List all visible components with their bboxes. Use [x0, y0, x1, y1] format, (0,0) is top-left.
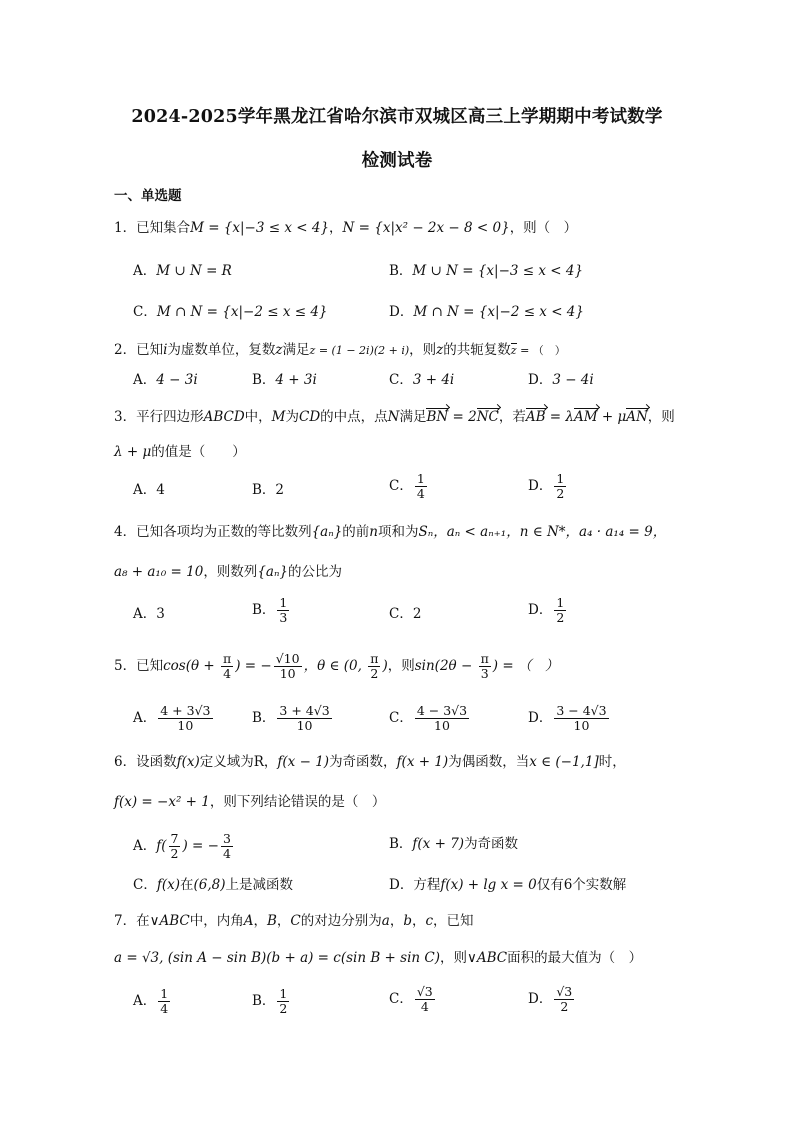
question-text: 的值是（ ） [151, 444, 246, 460]
q6-option-d[interactable] [389, 875, 626, 895]
angle-a: A [243, 913, 254, 929]
fraction [554, 704, 608, 733]
option-label: A． [133, 993, 157, 1009]
denominator: 4 [222, 846, 231, 861]
option-label: B． [389, 836, 413, 852]
q4-option-b[interactable] [252, 596, 291, 625]
equation: f(x) + lg x = 0 [440, 877, 537, 893]
question-text: ，则 [409, 342, 437, 358]
option-label: A． [133, 263, 157, 279]
option-label: A． [133, 372, 157, 388]
option-text: 在 [180, 877, 194, 893]
numerator: 3 − 4√3 [556, 703, 607, 718]
option-label: C． [389, 991, 413, 1007]
fraction [277, 704, 331, 733]
q2-option-b[interactable] [252, 370, 317, 390]
fraction [158, 704, 212, 733]
fraction [554, 596, 566, 625]
q5-option-b[interactable] [252, 704, 334, 733]
question-text: 为偶函数，当 [448, 754, 530, 770]
vector-an: AN [626, 409, 648, 425]
function-expression: f(x) [156, 877, 180, 893]
q3-option-c[interactable] [389, 472, 429, 501]
sequence: {aₙ} [257, 564, 289, 580]
variable-z: z [436, 342, 444, 358]
separator: ， [389, 913, 404, 929]
q6-option-c[interactable] [133, 875, 293, 895]
option-label: C． [389, 710, 413, 726]
sequence: {aₙ} [311, 524, 343, 540]
option-label: B． [252, 372, 276, 388]
denominator: 2 [370, 666, 379, 681]
exam-title-line1: 2024-2025学年黑龙江省哈尔滨市双城区高三上学期期中考试数学 [131, 107, 663, 127]
set-m-expression: M = {x|−3 ≤ x < 4} [190, 220, 330, 236]
question-number: 3． [114, 409, 137, 425]
question-text: 为奇函数， [329, 754, 397, 770]
real-set: R [253, 754, 264, 770]
triangle-name: ABC [476, 950, 508, 966]
imaginary-unit: i [163, 342, 168, 358]
question-3-line2 [114, 442, 246, 462]
function-expression: ) = − [182, 838, 219, 854]
question-text: 时， [598, 754, 626, 770]
cos-expression: cos(θ + [163, 658, 219, 674]
option-expression: 4 − 3i [156, 372, 198, 388]
option-label: D． [528, 710, 553, 726]
q6-option-b[interactable] [389, 834, 518, 854]
numerator: 1 [556, 595, 565, 610]
numerator: 1 [556, 471, 565, 486]
equation-part: = λ [545, 409, 574, 425]
theta-range: ) [382, 658, 388, 674]
q2-option-d[interactable] [528, 370, 594, 390]
function-definition: f(x) = −x² + 1 [114, 794, 210, 810]
point-m: M [271, 409, 286, 425]
fraction [415, 985, 435, 1014]
option-label: A． [133, 606, 157, 622]
question-text: ， [263, 754, 278, 770]
equation: a = √3, (sin A − sin B)(b + a) = c(sin B + sin C) [114, 950, 440, 966]
numerator: π [480, 651, 489, 666]
fraction [221, 832, 233, 861]
q1-option-d[interactable] [389, 302, 584, 322]
question-number: 2． [114, 342, 137, 358]
side-a: a [381, 913, 390, 929]
separator: ， [276, 913, 291, 929]
question-5 [114, 652, 558, 681]
q5-option-d[interactable] [528, 704, 611, 733]
question-4 [114, 522, 666, 542]
fraction [479, 652, 491, 681]
denominator: 10 [434, 718, 450, 733]
denominator: 2 [560, 999, 569, 1014]
denominator: 4 [420, 999, 429, 1014]
equation-part: = 2 [448, 409, 477, 425]
set-n-expression: N = {x|x² − 2x − 8 < 0} [342, 220, 510, 236]
question-number: 4． [114, 524, 137, 540]
question-6 [114, 752, 626, 772]
q7-option-b[interactable] [252, 987, 291, 1016]
numerator: 4 − 3√3 [416, 703, 468, 718]
question-text: 的前 [342, 524, 370, 540]
function-expression: f(x + 1) [396, 754, 449, 770]
function-expression: f(x) [176, 754, 200, 770]
question-2 [114, 340, 566, 361]
denominator: 4 [416, 486, 425, 501]
option-expression: 4 + 3i [275, 372, 317, 388]
fraction [554, 985, 574, 1014]
expression: a₈ + a₁₀ = 10 [114, 564, 204, 580]
conjugate-z: z [510, 344, 517, 357]
triangle-name: ABC [159, 913, 190, 929]
option-expression: M ∪ N = {x|−3 ≤ x < 4} [412, 263, 584, 279]
segment-cd: CD [299, 409, 321, 425]
fraction [368, 652, 380, 681]
q1-option-a[interactable] [133, 261, 232, 281]
option-expression: 3 [156, 606, 165, 622]
question-text: 已知 [136, 658, 164, 674]
option-expression: 4 [156, 482, 165, 498]
denominator: 2 [556, 610, 565, 625]
question-text: ，则（ ） [509, 220, 578, 236]
q1-option-b[interactable] [389, 261, 583, 281]
q3-option-a[interactable] [133, 480, 165, 500]
denominator: 2 [556, 486, 565, 501]
option-label: C． [389, 478, 413, 494]
q6-option-a[interactable] [133, 832, 235, 861]
q5-option-c[interactable] [389, 704, 471, 733]
option-label: A． [133, 838, 157, 854]
numerator: 4 + 3√3 [160, 703, 211, 718]
q7-option-c[interactable] [389, 985, 437, 1014]
question-text: 设函数 [136, 754, 177, 770]
function-expression: f(x + 7) [412, 836, 465, 852]
option-label: A． [133, 482, 157, 498]
question-1 [114, 218, 577, 238]
partial-sum: Sₙ [418, 524, 434, 540]
question-text: ，则 [387, 658, 415, 674]
fraction [221, 652, 233, 681]
question-7 [114, 911, 474, 931]
option-label: D． [389, 304, 414, 320]
question-text: 已知集合 [136, 220, 191, 236]
q3-option-d[interactable] [528, 472, 568, 501]
option-text: 方程 [413, 877, 441, 893]
fraction [274, 652, 302, 681]
option-label: A． [133, 710, 157, 726]
sin-expression: ) = （ ） [492, 658, 559, 674]
fraction [415, 472, 427, 501]
question-text: 中，内角 [189, 913, 244, 929]
question-text: ，则∨ [440, 950, 477, 966]
fraction [554, 472, 566, 501]
separator: ， [329, 220, 343, 236]
question-text: ，则 [647, 409, 675, 425]
option-label: B． [389, 263, 413, 279]
exam-title-line2: 检测试卷 [361, 151, 433, 171]
sin-expression: sin(2θ − [414, 658, 477, 674]
section-heading-single-choice: 一、单选题 [114, 188, 182, 204]
expression: λ + μ [114, 444, 152, 460]
question-text: 为虚数单位，复数 [167, 342, 276, 358]
option-label: C． [133, 877, 157, 893]
q7-option-d[interactable] [528, 985, 576, 1014]
question-text: = （ ） [516, 344, 566, 357]
fraction [277, 987, 289, 1016]
denominator: 4 [160, 1001, 169, 1016]
fraction [169, 832, 181, 861]
numerator: 1 [416, 471, 425, 486]
q3-option-b[interactable] [252, 480, 284, 500]
vector-ab: AB [525, 409, 546, 425]
option-expression: 2 [412, 606, 422, 622]
question-text: 为 [285, 409, 299, 425]
numerator: 7 [170, 831, 179, 846]
option-expression: 3 + 4i [412, 372, 455, 388]
question-3 [114, 407, 675, 427]
option-expression: 3 − 4i [552, 372, 594, 388]
denominator: 10 [573, 718, 590, 733]
q1-option-c[interactable] [133, 302, 328, 322]
question-text: ，则下列结论错误的是（ ） [209, 794, 386, 810]
variable-n: n [369, 524, 378, 540]
question-text: 定义域为 [199, 754, 254, 770]
question-text: 满足 [282, 342, 310, 358]
denominator: 4 [223, 666, 232, 681]
question-number: 6． [114, 754, 137, 770]
angle-c: C [290, 913, 301, 929]
point-n: N [387, 409, 400, 425]
option-label: C． [133, 304, 157, 320]
separator: ， [411, 913, 426, 929]
question-text: 的共轭复数 [443, 342, 511, 358]
numerator: √10 [275, 651, 300, 666]
q5-option-a[interactable] [133, 704, 215, 733]
denominator: 2 [279, 1001, 288, 1016]
question-text: 已知 [136, 342, 164, 358]
fraction [277, 596, 289, 625]
question-number: 1． [114, 220, 137, 236]
question-text: 已知各项均为正数的等比数列 [136, 524, 312, 540]
interval: x ∈ (−1,1] [529, 754, 599, 770]
denominator: 3 [480, 666, 489, 681]
option-expression: M ∪ N = R [156, 263, 232, 279]
q7-option-a[interactable] [133, 987, 172, 1016]
q2-option-a[interactable] [133, 370, 198, 390]
side-b: b [403, 913, 412, 929]
question-text: 的公比为 [288, 564, 343, 580]
fraction [158, 987, 170, 1016]
question-text: 在∨ [136, 913, 160, 929]
numerator: √3 [556, 984, 573, 999]
numerator: 3 + 4√3 [279, 703, 330, 718]
numerator: 1 [279, 986, 288, 1001]
option-label: D． [528, 602, 553, 618]
question-4-line2 [114, 562, 342, 582]
option-label: C． [389, 606, 413, 622]
vector-bn: BN [426, 409, 449, 425]
parallelogram-name: ABCD [203, 409, 245, 425]
separator: ， [253, 913, 267, 929]
option-label: B． [252, 482, 276, 498]
question-6-line2 [114, 792, 385, 812]
option-label: B． [252, 602, 276, 618]
q2-option-c[interactable] [389, 370, 454, 390]
denominator: 3 [279, 610, 288, 625]
side-c: c [425, 913, 434, 929]
theta-range: ，θ ∈ (0, [303, 658, 367, 674]
question-text: 的对边分别为 [300, 913, 382, 929]
numerator: √3 [416, 984, 433, 999]
equation-part: + μ [597, 409, 627, 425]
question-text: ，则数列 [203, 564, 258, 580]
numerator: 1 [160, 986, 169, 1001]
option-label: B． [252, 993, 276, 1009]
angle-b: B [266, 913, 277, 929]
numerator: 3 [222, 831, 231, 846]
question-text: ，已知 [433, 913, 474, 929]
numerator: π [370, 651, 379, 666]
question-text: 项和为 [378, 524, 419, 540]
numerator: 1 [279, 595, 288, 610]
function-expression: f( [156, 838, 167, 854]
question-text: 平行四边形 [136, 409, 204, 425]
fraction [415, 704, 469, 733]
option-expression: M ∩ N = {x|−2 ≤ x ≤ 4} [156, 304, 328, 320]
variable-z: z [275, 342, 283, 358]
vector-nc: NC [476, 409, 499, 425]
cos-expression: ) = − [235, 658, 272, 674]
question-text: ，若 [498, 409, 526, 425]
question-text: 面积的最大值为（ ） [507, 950, 643, 966]
function-expression: f(x − 1) [277, 754, 330, 770]
question-number: 7． [114, 913, 137, 929]
denominator: 10 [279, 666, 296, 681]
option-expression: 2 [275, 482, 285, 498]
option-label: B． [252, 710, 276, 726]
q4-option-c[interactable] [389, 604, 421, 624]
q4-option-a[interactable] [133, 604, 165, 624]
question-number: 5． [114, 658, 137, 674]
denominator: 10 [296, 718, 313, 733]
denominator: 2 [170, 846, 179, 861]
option-text: 为奇函数 [464, 836, 519, 852]
question-7-line2 [114, 948, 642, 968]
question-text: 满足 [399, 409, 427, 425]
option-text: 上是减函数 [225, 877, 294, 893]
option-expression: M ∩ N = {x|−2 ≤ x < 4} [413, 304, 584, 320]
denominator: 10 [177, 718, 194, 733]
question-text: 中， [244, 409, 272, 425]
equation: z = (1 − 2i)(2 + i) [309, 344, 410, 357]
option-label: D． [528, 991, 553, 1007]
vector-am: AM [573, 409, 598, 425]
conditions: ，aₙ < aₙ₊₁，n ∈ N*，a₄ · a₁₄ = 9， [433, 524, 667, 540]
numerator: π [223, 651, 232, 666]
interval: (6,8) [193, 877, 226, 893]
option-text: 仅有6个实数解 [536, 877, 627, 893]
option-label: D． [528, 478, 553, 494]
option-label: D． [528, 372, 553, 388]
option-label: D． [389, 877, 414, 893]
option-label: C． [389, 372, 413, 388]
question-text: 的中点，点 [320, 409, 388, 425]
q4-option-d[interactable] [528, 596, 568, 625]
